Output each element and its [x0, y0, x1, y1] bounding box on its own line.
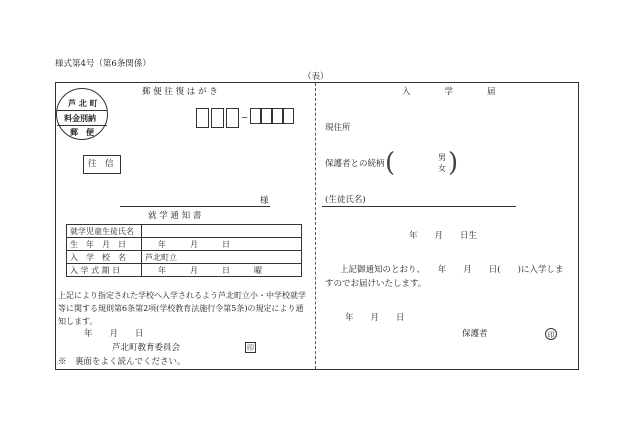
- table-row: [67, 264, 302, 277]
- table-value[interactable]: 年 月 日 曜: [142, 264, 302, 277]
- table-row: [67, 225, 302, 238]
- postmark-line1: 芦 北 町: [68, 98, 98, 108]
- table-row: [67, 251, 302, 264]
- table-label: 入 学 式 期 日: [67, 264, 142, 277]
- recipient-line: [120, 206, 270, 207]
- guardian-label: 保護者: [462, 329, 488, 339]
- student-name-label: (生徒氏名): [325, 195, 366, 205]
- postcard-title: 郵 便 往 復 は が き: [142, 87, 218, 97]
- gender-male[interactable]: 男: [438, 153, 446, 162]
- postal-hyphen: −: [241, 113, 249, 123]
- table-row: [67, 238, 302, 251]
- gender-female[interactable]: 女: [438, 164, 446, 173]
- postal-code-box[interactable]: [226, 108, 239, 128]
- admission-title: 入 学 届: [402, 87, 496, 97]
- reply-label: 往 信: [88, 159, 114, 169]
- form-number: 様式第4号（第6条関係）: [55, 59, 151, 69]
- recipient-sama: 様: [260, 196, 269, 206]
- table-label: 生 年 月 日: [67, 238, 142, 251]
- birth-line: 年 月 日生: [409, 231, 478, 241]
- admission-date: 年 月 日: [345, 313, 405, 323]
- table-label: 入 学 校 名: [67, 251, 142, 264]
- issuer-seal: 印: [247, 344, 254, 352]
- postal-code-box[interactable]: [196, 108, 209, 128]
- notice-title: 就 学 通 知 書: [148, 211, 202, 221]
- notice-body-line3: 知します。: [58, 317, 98, 326]
- postal-code-box[interactable]: [261, 108, 272, 124]
- table-label: 就学児童生徒氏名: [67, 225, 142, 238]
- postmark-line3: 郵 便: [70, 127, 94, 137]
- fold-line: [315, 83, 316, 369]
- address-label: 現住所: [325, 123, 351, 133]
- table-value[interactable]: [142, 225, 302, 238]
- front-label: （表）: [303, 72, 329, 82]
- admission-body-line1: 上記御通知のとおり、 年 月 日( )に入学しま: [340, 265, 564, 275]
- postal-code-box[interactable]: [250, 108, 261, 124]
- notice-body-line1: 上記により指定された学校へ入学されるよう芦北町立小・中学校就学: [58, 291, 306, 300]
- issuer: 芦北町教育委員会: [112, 343, 181, 353]
- table-value[interactable]: 年 月 日: [142, 238, 302, 251]
- relation-label: 保護者との続柄: [325, 159, 385, 169]
- postal-code-box[interactable]: [283, 108, 294, 124]
- notice-date: 年 月 日: [84, 329, 144, 339]
- student-name-line: [322, 206, 516, 207]
- guardian-seal: 印: [545, 328, 557, 340]
- notice-body-line2: 等に関する規則第6条第2項(学校教育法施行令第5条)の規定により通: [58, 304, 304, 313]
- postmark-line2: 料金別納: [64, 113, 96, 123]
- postal-code-box[interactable]: [272, 108, 283, 124]
- notice-table: [66, 224, 302, 277]
- admission-body-line2: すのでお届けいたします。: [325, 279, 427, 289]
- right-bracket: ): [448, 148, 459, 178]
- footnote: ※ 裏面をよく読んでください。: [58, 357, 186, 367]
- postal-code-box[interactable]: [211, 108, 224, 128]
- left-bracket: (: [385, 148, 396, 178]
- table-value[interactable]: 芦北町立: [142, 251, 302, 264]
